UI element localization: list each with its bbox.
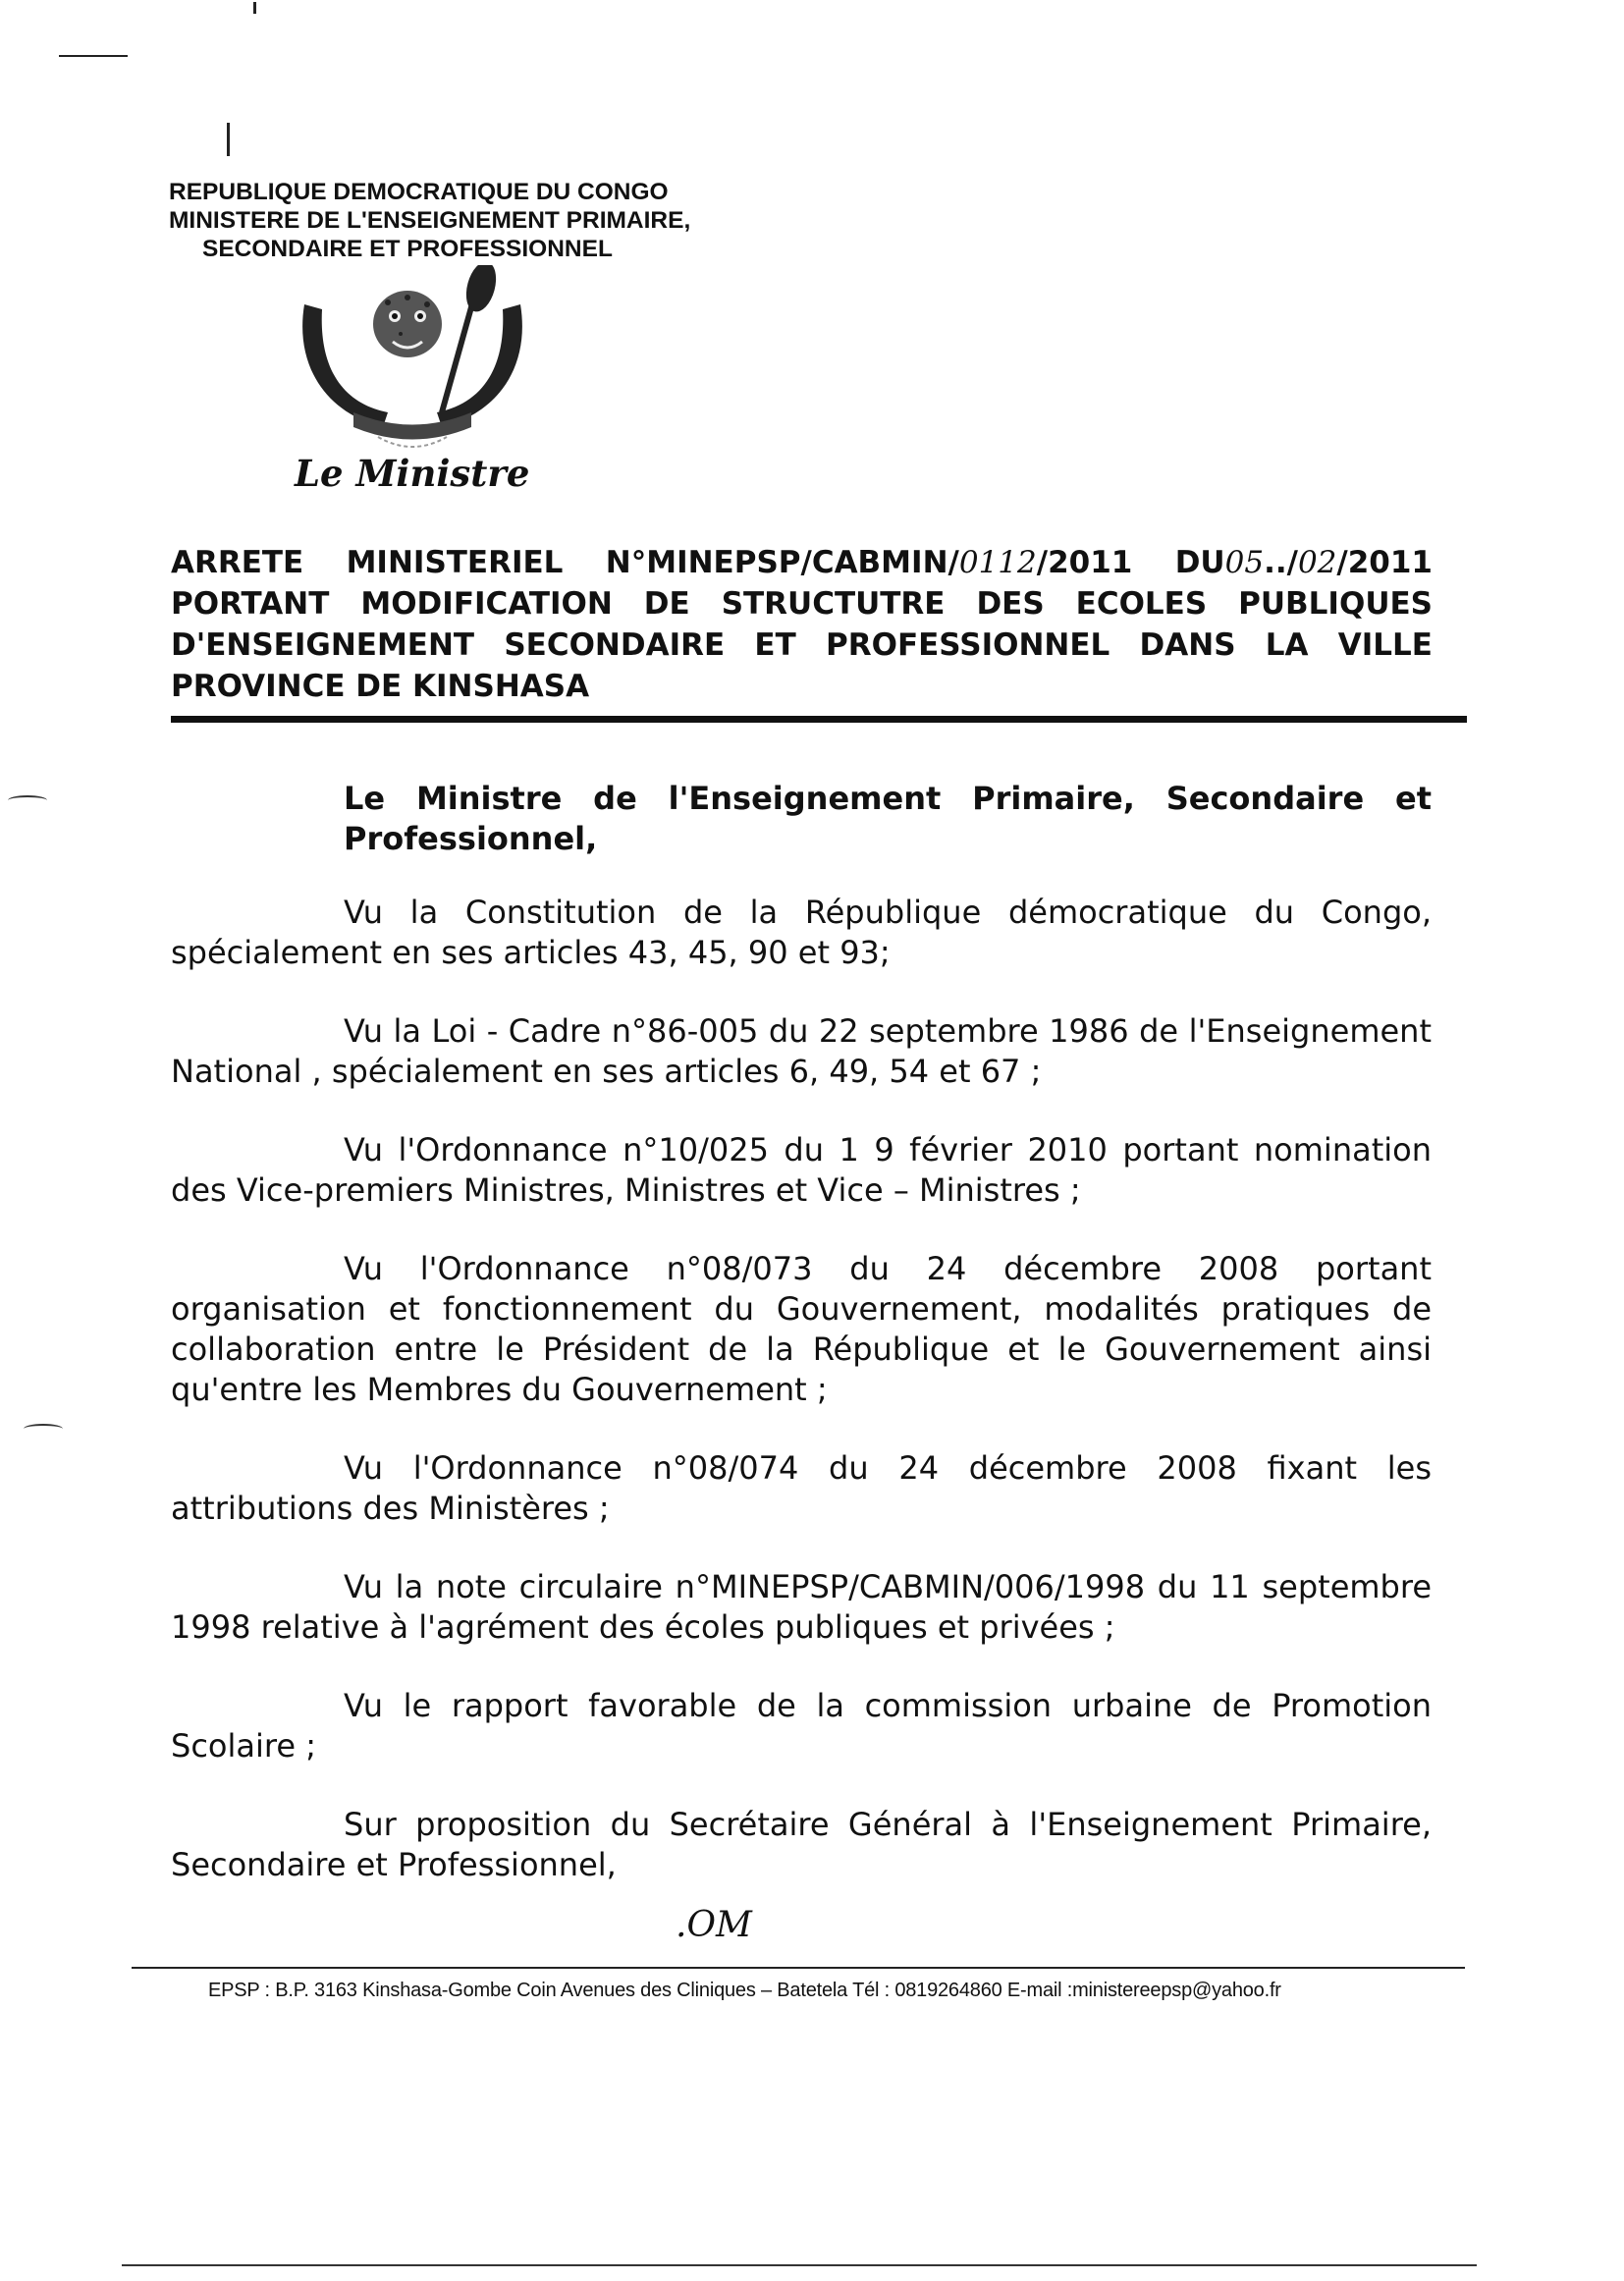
arrete-title-line3: D'ENSEIGNEMENT SECONDAIRE ET PROFESSIONNEL DANS LA VILLE: [171, 627, 1433, 663]
arrete-title: [171, 542, 1433, 707]
scan-mark: [8, 795, 47, 805]
arrete-mid: /2011 DU: [1036, 545, 1225, 580]
arrete-sep: ../: [1264, 545, 1298, 580]
handwritten-day: 05: [1224, 545, 1265, 580]
paragraph-ordonnance-08-073: Vu l'Ordonnance n°08/073 du 24 décembre 2008 portant organisation et fonctionnement du Gouvernement, modalités pratiques de collaboration entre le Président de la République et le Gouvernement ainsi qu'entre les Membres du Gouvernement ;: [171, 1250, 1432, 1408]
signature-title: Le Ministre: [295, 452, 530, 495]
footer-contact: EPSP : B.P. 3163 Kinshasa-Gombe Coin Avenues des Cliniques – Batetela Tél : 0819264860 E-mail :ministereepsp@yahoo.fr: [208, 1980, 1281, 2001]
minister-intro: Le Ministre de l'Enseignement Primaire, Secondaire et Professionnel,: [344, 780, 1432, 857]
arrete-prefix: ARRETE MINISTERIEL N°MINEPSP/CABMIN/: [171, 545, 959, 580]
paragraph-note-circulaire: Vu la note circulaire n°MINEPSP/CABMIN/006/1998 du 11 septembre 1998 relative à l'agrément des écoles publiques et privées ;: [171, 1568, 1432, 1646]
paragraph-rapport: Vu le rapport favorable de la commission urbaine de Promotion Scolaire ;: [171, 1687, 1432, 1765]
handwritten-month: 02: [1297, 545, 1337, 580]
paragraph-constitution: Vu la Constitution de la République démocratique du Congo, spécialement en ses articles 43, 45, 90 et 93;: [171, 894, 1432, 971]
paragraph-proposition: Sur proposition du Secrétaire Général à l'Enseignement Primaire, Secondaire et Professionnel,: [171, 1806, 1432, 1883]
handwritten-initials: .OM: [676, 1905, 752, 1945]
scan-mark: [24, 1424, 63, 1434]
page-bottom-rule: [122, 2264, 1477, 2266]
document-body: [171, 779, 1432, 1924]
scan-mark: [227, 123, 230, 156]
arrete-title-line2: PORTANT MODIFICATION DE STRUCTUTRE DES ECOLES PUBLIQUES: [171, 586, 1433, 622]
arrete-year: /2011: [1336, 545, 1433, 580]
scan-mark: [59, 55, 128, 57]
letterhead-ministry-cont: SECONDAIRE ET PROFESSIONNEL: [202, 236, 613, 262]
paragraph-ordonnance-08-074: Vu l'Ordonnance n°08/074 du 24 décembre 2008 fixant les attributions des Ministères ;: [171, 1449, 1432, 1527]
letterhead: [169, 178, 719, 263]
letterhead-ministry: MINISTERE DE L'ENSEIGNEMENT PRIMAIRE,: [169, 207, 691, 234]
paragraph-ordonnance-10-025: Vu l'Ordonnance n°10/025 du 1 9 février 2010 portant nomination des Vice-premiers Ministres, Ministres et Vice – Ministres ;: [171, 1131, 1432, 1209]
arrete-title-line1: [171, 542, 1433, 583]
paragraph-loi-cadre: Vu la Loi - Cadre n°86-005 du 22 septembre 1986 de l'Enseignement National , spécialement en ses articles 6, 49, 54 et 67 ;: [171, 1012, 1432, 1090]
coat-of-arms-emblem: [285, 265, 540, 471]
scan-mark: [253, 2, 256, 14]
letterhead-country: REPUBLIQUE DEMOCRATIQUE DU CONGO: [169, 179, 669, 205]
arrete-title-line4: PROVINCE DE KINSHASA: [171, 669, 590, 704]
title-divider: [171, 716, 1467, 723]
footer-divider: [132, 1967, 1465, 1969]
handwritten-number: 0112: [958, 545, 1037, 580]
